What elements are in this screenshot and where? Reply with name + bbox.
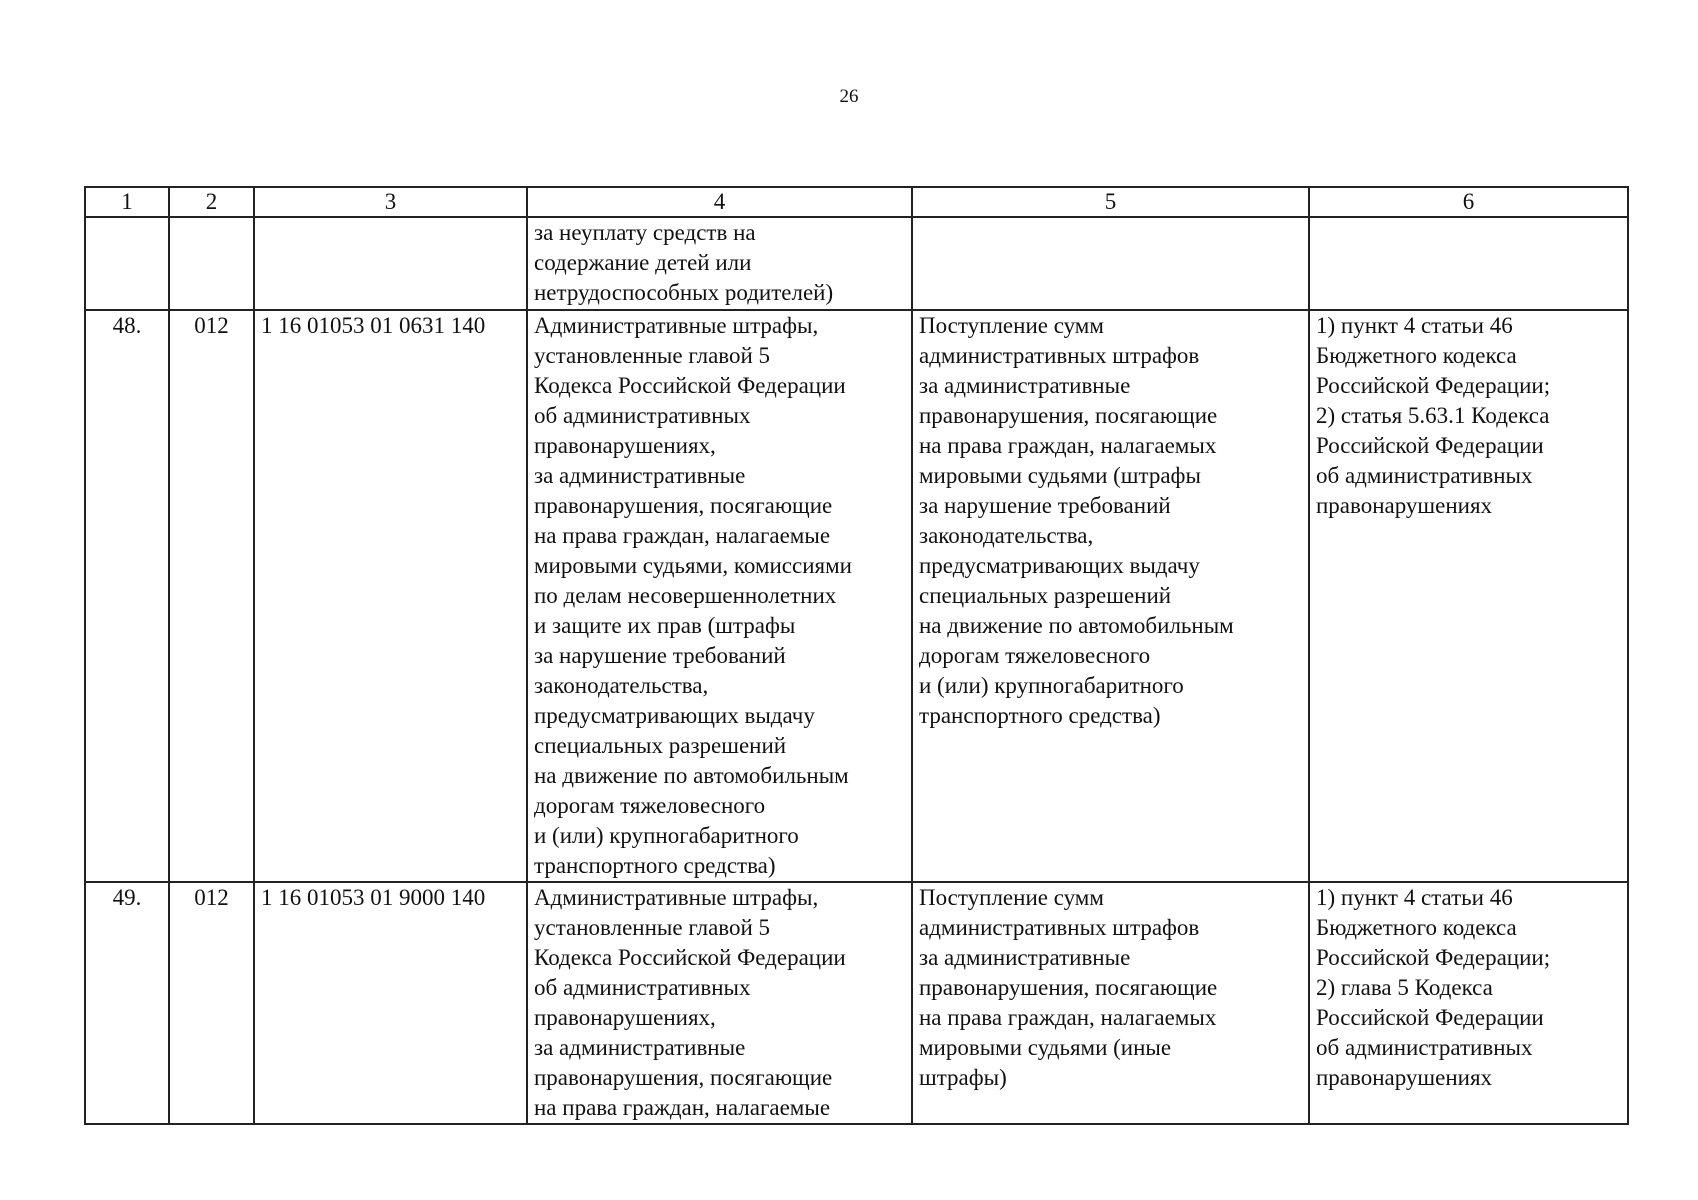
cell-number: 48. <box>85 310 169 882</box>
page-number: 26 <box>839 86 859 107</box>
header-cell-1: 1 <box>85 187 169 217</box>
cell-code: 012 <box>169 310 254 882</box>
cell-description: Поступление сумм административных штрафов за административные правонарушения, посягающие на права граждан, налагаемых мировыми судьями (штрафы за нарушение требований законодательства, предусматривающих выдачу специальных разрешений на движение по автомобильным дорогам тяжеловесного и (или) крупногабаритного транспортного средства) <box>912 310 1309 882</box>
header-cell-4: 4 <box>527 187 912 217</box>
cell-basis: 1) пункт 4 статьи 46 Бюджетного кодекса Российской Федерации; 2) статья 5.63.1 Кодекса Российской Федерации об административных правонарушениях <box>1309 310 1628 882</box>
table-row <box>85 882 1628 1124</box>
header-cell-6: 6 <box>1309 187 1628 217</box>
cell-description: Поступление сумм административных штрафов за административные правонарушения, посягающие на права граждан, налагаемых мировыми судьями (иные штрафы) <box>912 882 1309 1124</box>
cell-number <box>85 217 169 310</box>
cell-number: 49. <box>85 882 169 1124</box>
cell-code <box>169 217 254 310</box>
header-cell-3: 3 <box>254 187 527 217</box>
fines-table <box>84 186 1629 1125</box>
table-row <box>85 217 1628 310</box>
cell-code: 012 <box>169 882 254 1124</box>
cell-name: Административные штрафы, установленные главой 5 Кодекса Российской Федерации об административных правонарушениях, за административные правонарушения, посягающие на права граждан, налагаемые мировыми судьями, комиссиями по делам несовершеннолетних и защите их прав (штрафы за нарушение требований законодательства, предусматривающих выдачу специальных разрешений на движение по автомобильным дорогам тяжеловесного и (или) крупногабаритного транспортного средства) <box>527 310 912 882</box>
cell-kbk: 1 16 01053 01 9000 140 <box>254 882 527 1124</box>
cell-kbk: 1 16 01053 01 0631 140 <box>254 310 527 882</box>
header-row <box>85 187 1628 217</box>
cell-kbk <box>254 217 527 310</box>
cell-name: Административные штрафы, установленные главой 5 Кодекса Российской Федерации об административных правонарушениях, за административные правонарушения, посягающие на права граждан, налагаемые <box>527 882 912 1124</box>
cell-basis: 1) пункт 4 статьи 46 Бюджетного кодекса Российской Федерации; 2) глава 5 Кодекса Российской Федерации об административных правонарушениях <box>1309 882 1628 1124</box>
cell-basis <box>1309 217 1628 310</box>
header-cell-5: 5 <box>912 187 1309 217</box>
cell-description <box>912 217 1309 310</box>
cell-name: за неуплату средств на содержание детей или нетрудоспособных родителей) <box>527 217 912 310</box>
header-cell-2: 2 <box>169 187 254 217</box>
table-row <box>85 310 1628 882</box>
